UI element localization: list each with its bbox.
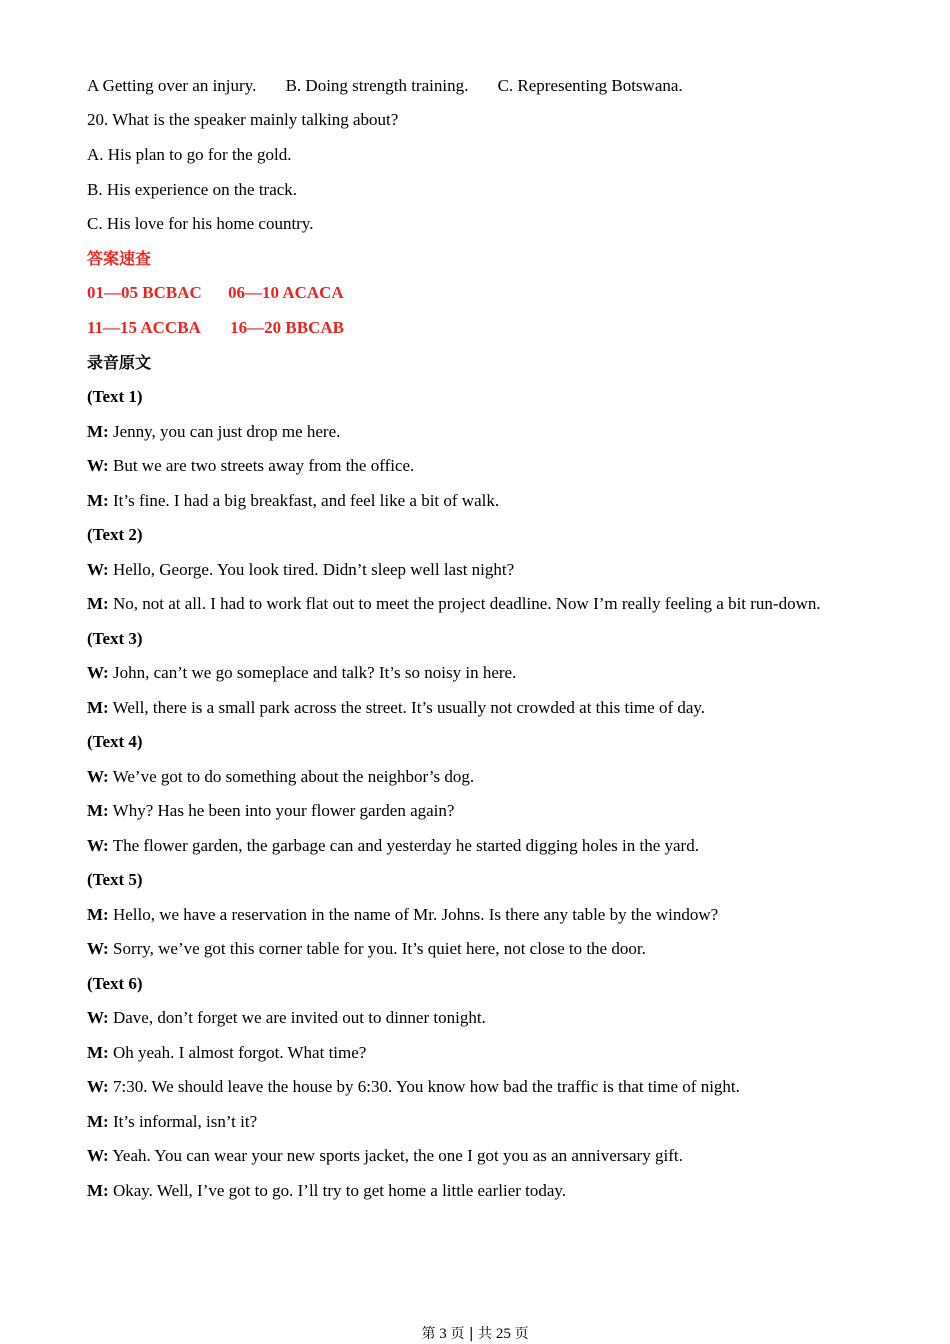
text-section-label: (Text 2) — [87, 525, 143, 544]
dialogue-text: 7:30. We should leave the house by 6:30. You know how bad the traffic is that time of night. — [112, 1077, 740, 1096]
dialogue-line — [87, 1077, 740, 1097]
speaker-label: W: — [87, 939, 109, 958]
text-section-label: (Text 3) — [87, 629, 143, 648]
dialogue-text: But we are two streets away from the office. — [112, 456, 415, 475]
dialogue-line — [87, 1181, 566, 1201]
dialogue-line — [87, 422, 340, 442]
speaker-label: W: — [87, 1008, 109, 1027]
answer-group: 06—10 ACACA — [228, 283, 344, 302]
q19-option-a: A Getting over an injury. — [87, 76, 257, 95]
dialogue-text: It’s informal, isn’t it? — [112, 1112, 258, 1131]
dialogue-text: We’ve got to do something about the neighbor’s dog. — [112, 767, 475, 786]
answer-group: 16—20 BBCAB — [230, 318, 344, 337]
answer-key-heading: 答案速查 — [87, 249, 152, 268]
dialogue-text: No, not at all. I had to work flat out to meet the project deadline. Now I’m really feeling a bit run-down. — [112, 594, 821, 613]
text-section-label: (Text 5) — [87, 870, 143, 889]
speaker-label: M: — [87, 698, 109, 717]
speaker-label: W: — [87, 560, 109, 579]
dialogue-line — [87, 905, 718, 925]
footer-suffix: 页 — [514, 1326, 529, 1342]
speaker-label: M: — [87, 594, 109, 613]
speaker-label: M: — [87, 905, 109, 924]
dialogue-line — [87, 594, 821, 614]
dialogue-text: Sorry, we’ve got this corner table for you. It’s quiet here, not close to the door. — [112, 939, 646, 958]
speaker-label: W: — [87, 767, 109, 786]
dialogue-line — [87, 1112, 257, 1132]
speaker-label: W: — [87, 836, 109, 855]
page-footer — [0, 1325, 950, 1343]
speaker-label: M: — [87, 491, 109, 510]
dialogue-line — [87, 767, 474, 787]
speaker-label: W: — [87, 663, 109, 682]
q20-option-b: B. His experience on the track. — [87, 180, 298, 199]
dialogue-line — [87, 1008, 486, 1028]
footer-page-total: 25 — [495, 1326, 511, 1342]
answer-row-1 — [87, 283, 344, 303]
dialogue-text: John, can’t we go someplace and talk? It’s so noisy in here. — [112, 663, 517, 682]
footer-middle: 页 | 共 — [450, 1326, 493, 1342]
footer-page-number: 3 — [439, 1326, 447, 1342]
dialogue-text: Well, there is a small park across the street. It’s usually not crowded at this time of day. — [112, 698, 706, 717]
dialogue-line — [87, 663, 516, 683]
dialogue-text: Yeah. You can wear your new sports jacket, the one I got you as an anniversary gift. — [112, 1146, 683, 1165]
speaker-label: W: — [87, 1077, 109, 1096]
q19-option-c: C. Representing Botswana. — [497, 76, 683, 95]
text-section-label: (Text 6) — [87, 974, 143, 993]
dialogue-text: Why? Has he been into your flower garden again? — [112, 801, 455, 820]
dialogue-line — [87, 1146, 683, 1166]
dialogue-text: Oh yeah. I almost forgot. What time? — [112, 1043, 367, 1062]
speaker-label: M: — [87, 1181, 109, 1200]
speaker-label: W: — [87, 1146, 109, 1165]
dialogue-line — [87, 939, 646, 959]
speaker-label: M: — [87, 801, 109, 820]
text-section-label: (Text 1) — [87, 387, 143, 406]
dialogue-text: Dave, don’t forget we are invited out to dinner tonight. — [112, 1008, 486, 1027]
dialogue-line — [87, 836, 699, 856]
dialogue-line — [87, 456, 414, 476]
dialogue-text: The flower garden, the garbage can and yesterday he started digging holes in the yard. — [112, 836, 699, 855]
speaker-label: M: — [87, 1043, 109, 1062]
answer-group: 01—05 BCBAC — [87, 283, 202, 302]
q20-question: 20. What is the speaker mainly talking about? — [87, 110, 399, 129]
dialogue-text: Hello, we have a reservation in the name of Mr. Johns. Is there any table by the window? — [112, 905, 719, 924]
dialogue-line — [87, 491, 499, 511]
dialogue-line — [87, 1043, 366, 1063]
speaker-label: W: — [87, 456, 109, 475]
dialogue-line — [87, 801, 454, 821]
answer-row-2 — [87, 318, 344, 338]
dialogue-text: Hello, George. You look tired. Didn’t sleep well last night? — [112, 560, 515, 579]
speaker-label: M: — [87, 422, 109, 441]
q19-option-b: B. Doing strength training. — [285, 76, 469, 95]
dialogue-line — [87, 698, 705, 718]
dialogue-text: It’s fine. I had a big breakfast, and feel like a bit of walk. — [112, 491, 500, 510]
dialogue-line — [87, 560, 514, 580]
q20-option-c: C. His love for his home country. — [87, 214, 314, 233]
text-section-label: (Text 4) — [87, 732, 143, 751]
speaker-label: M: — [87, 1112, 109, 1131]
footer-prefix: 第 — [421, 1326, 436, 1342]
transcript-heading: 录音原文 — [87, 353, 152, 372]
answer-group: 11—15 ACCBA — [87, 318, 200, 337]
dialogue-text: Jenny, you can just drop me here. — [112, 422, 341, 441]
q20-option-a: A. His plan to go for the gold. — [87, 145, 292, 164]
q19-options — [87, 76, 683, 96]
dialogue-text: Okay. Well, I’ve got to go. I’ll try to get home a little earlier today. — [112, 1181, 567, 1200]
